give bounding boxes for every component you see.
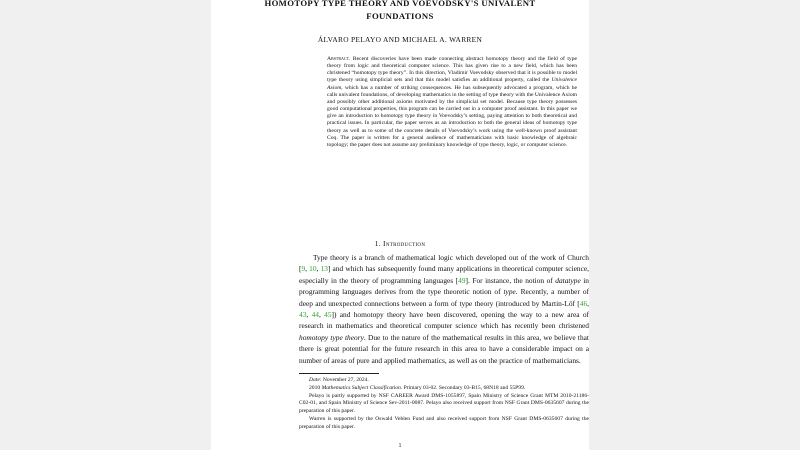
paper-page [211,0,589,450]
citation-separator: , [306,310,312,320]
citation-link[interactable]: 45 [324,310,332,320]
date-value: : November 27, 2024. [319,377,369,383]
abstract-label: Abstract. [327,56,351,62]
intro-text-e: . Recently, a number of deep and unexpected connections between a form of type theory (introduced by Martin-Löf [ [299,287,589,308]
intro-text-g: . Due to the nature of the mathematical results in this area, we believe that there is great potential for the future research in this area to have a considerable impact on a number of areas of pure and applied mathematics, as well as on the practice of mathematicians. [299,332,589,365]
footnotes [299,377,589,432]
footnote-warren-support: Warren is supported by the Oswald Veblen Fund and also received support from NSF Grant DMS-0635607 during the preparation of this paper. [299,415,589,430]
emphasis-type: type [503,287,516,297]
footnote-rule [299,373,379,374]
citation-link[interactable]: 9 [301,264,306,274]
intro-text-c: ]. For instance, the notion of [465,275,556,285]
abstract-text-1: Recent discoveries have been made connecting abstract homotopy theory and the field of type theory from logic and theoretical computer science. This has given rise to a new field, which has been christened “homotopy type theory”. In this direction, Vladimir Voevodsky observed that it is possible to model type theory using simplicial sets and that this model satisfies an additional property, called the [327,56,577,84]
introduction-body [299,252,589,366]
abstract-text-3: , of developing mathematics in the setting of type theory with the Univalence Axiom and possibly other additional axioms motivated by the simplicial set model. Because type theory possesses good computational properties, this program can be carried out in a computer proof assistant. In this paper we give an introduction to homotopy type theory in Voevodsky’s setting, paying attention to both theoretical and practical issues. In particular, the paper serves as an introduction to both the general ideas of homotopy type theory as well as to some of the concrete details of Voevodsky’s work using the well-known proof assistant Coq. The paper is written for a general audience of mathematicians with basic knowledge of algebraic topology; the paper does not assume any preliminary knowledge of type theory, logic, or computer science. [327,91,577,148]
citation-link[interactable]: 46 [579,298,588,308]
abstract-text-2: , which has a number of striking consequences. He has subsequently advocated a program, which he calls univalent foundations [327,84,577,98]
msc-label: Mathematics Subject Classification. [321,384,403,391]
intro-text-b: ] and which has subsequently found many applications in theoretical computer science, especially in the theory of programming languages [ [299,264,589,285]
citation-link[interactable]: 10 [309,264,317,274]
citation-separator: , [305,264,310,274]
emphasis-homotopy-type-theory: homotopy type theory [299,332,364,342]
intro-text-d: in programming languages derives from the type theoretic notion of [299,275,589,297]
footnote-pelayo-support: Pelayo is partly supported by NSF CAREER Award DMS-1055897, Spain Ministry of Science Grant MTM 2010-21186-C02-01, and Spain Ministry of Science Sev-2011-0087. Pelayo also received support from NSF Grant DMS-0635607 during the preparation of this paper. [299,392,589,415]
citation-link[interactable]: 49 [458,275,466,285]
citation-link[interactable]: 44 [311,310,319,320]
title-line-2: FOUNDATIONS [366,11,434,21]
intro-text-a: Type theory is a branch of mathematical logic which developed out of the work of Church [ [299,253,589,274]
introduction-paragraph [299,252,589,366]
citation-link[interactable]: 43 [299,310,307,320]
msc-year: 2010 [309,384,322,391]
paper-title [211,0,589,23]
paper-authors: ÁLVARO PELAYO AND MICHAEL A. WARREN [317,35,483,44]
citation-link[interactable]: 13 [320,264,328,274]
msc-codes: Primary 03-02. Secondary 03-B15, 68N18 and 55P99. [402,384,526,391]
page-number: 1 [398,443,402,449]
citation-separator: , [318,310,325,320]
abstract-emphasis-univalence: Univalence Axiom [327,77,577,91]
citation-separator: , [587,298,589,308]
footnote-msc [299,385,589,393]
footnote-date [299,377,589,385]
emphasis-datatype: datatype [555,275,581,285]
intro-text-f: ]) and homotopy theory have been discovered, opening the way to a new area of research in mathematics and theoretical computer science which has recently been christened [299,310,589,331]
citation-separator: , [316,264,321,274]
abstract [327,56,577,149]
title-line-1: HOMOTOPY TYPE THEORY AND VOEVODSKY'S UNIVALENT [264,0,536,8]
section-heading-introduction: 1. Introduction [374,239,426,248]
date-label: Date [309,377,320,383]
